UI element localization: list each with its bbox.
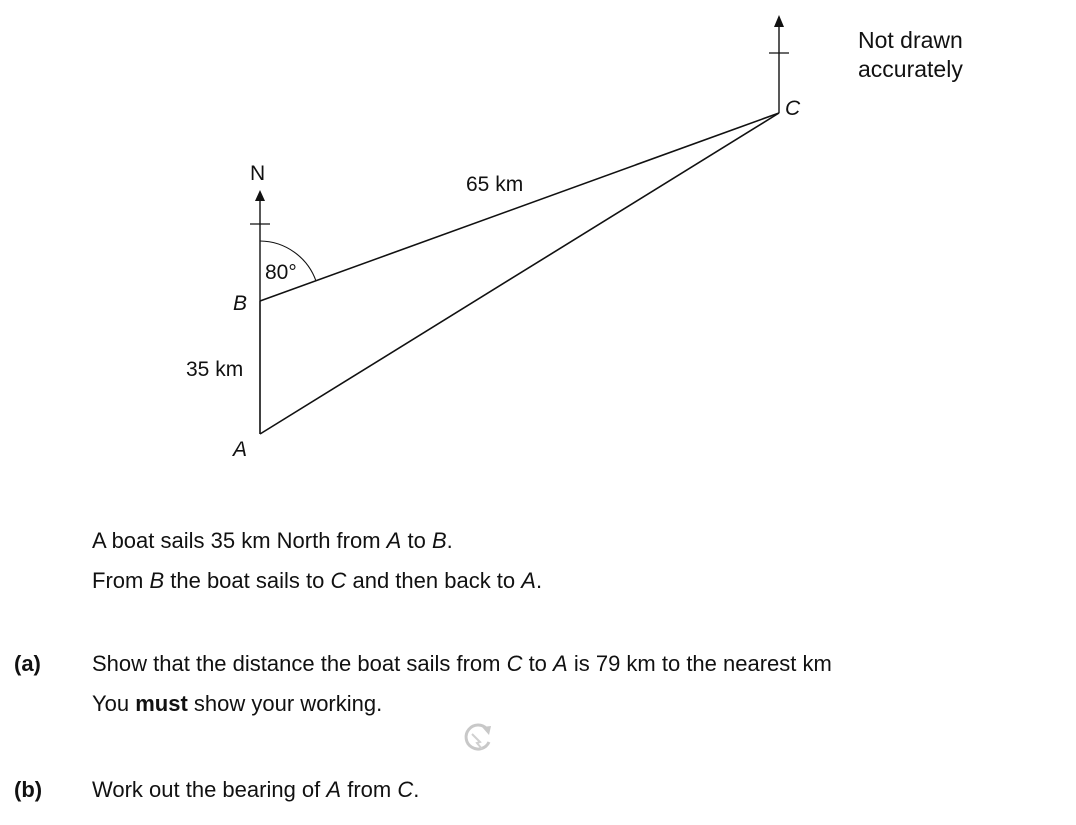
point-c-label: C: [785, 97, 801, 120]
intro-line-2: [92, 568, 542, 594]
part-a-question: [92, 651, 832, 677]
text-segment: is 79 km to the nearest km: [567, 651, 832, 676]
text-segment: Show that the distance the boat sails from: [92, 651, 507, 676]
north-arrow-b: [255, 190, 265, 201]
text-segment: .: [535, 568, 543, 593]
angle-label: 80°: [265, 261, 297, 284]
point-ref: A: [326, 777, 342, 802]
text-segment: the boat sails to: [164, 568, 331, 593]
length-bc-label: 65 km: [466, 173, 524, 196]
text-segment: .: [413, 777, 420, 802]
text-segment: Work out the bearing of: [92, 777, 327, 802]
text-segment: to: [401, 528, 432, 553]
text-segment: and then back to: [346, 568, 522, 593]
point-ref: B: [149, 568, 165, 593]
part-b-question: [92, 777, 419, 803]
part-b-label: (b): [14, 777, 43, 802]
part-a-instruction: [92, 691, 382, 717]
point-ref: C: [506, 651, 523, 676]
not-drawn-accurately-note: [858, 26, 963, 84]
point-ref: C: [330, 568, 347, 593]
point-ref: A: [553, 651, 568, 676]
intro-line-1: [92, 528, 453, 554]
text-segment: A boat sails 35 km North from: [92, 528, 387, 553]
text-segment: from: [341, 777, 398, 802]
text-segment: You: [92, 691, 136, 716]
text-segment: to: [522, 651, 554, 676]
point-ref: C: [397, 777, 414, 802]
note-line-2: accurately: [858, 56, 963, 82]
refresh-icon[interactable]: [458, 718, 498, 758]
point-ref: B: [431, 528, 447, 553]
text-segment: show your working.: [187, 691, 383, 716]
note-line-1: Not drawn: [858, 27, 963, 53]
point-b-label: B: [233, 292, 248, 315]
text-segment: .: [446, 528, 453, 553]
north-arrow-c: [774, 15, 784, 27]
part-a-label: (a): [14, 651, 41, 676]
text-segment: From: [92, 568, 150, 593]
length-ab-label: 35 km: [186, 358, 244, 381]
point-ref: A: [521, 568, 536, 593]
north-label: N: [250, 162, 266, 185]
point-ref: A: [386, 528, 402, 553]
emphasis: must: [135, 691, 188, 716]
point-a-label: A: [233, 438, 248, 461]
